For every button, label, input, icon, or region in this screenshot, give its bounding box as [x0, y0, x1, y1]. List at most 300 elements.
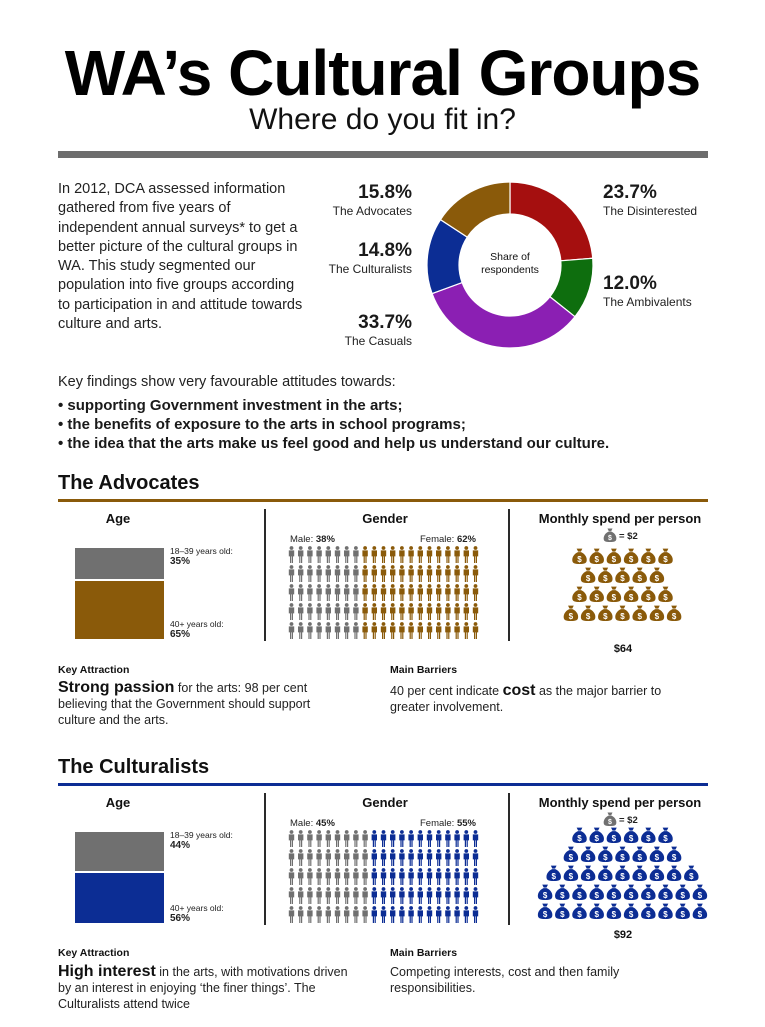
- person-icon: [418, 887, 423, 904]
- person-icon: [427, 603, 432, 620]
- person-icon: [316, 584, 321, 601]
- person-icon: [436, 584, 441, 601]
- person-icon: [445, 584, 450, 601]
- person-icon: [381, 565, 386, 582]
- age-young-value: 44%: [170, 840, 191, 851]
- svg-text:$: $: [654, 852, 660, 862]
- person-icon: [316, 887, 321, 904]
- person-icon: [307, 906, 312, 923]
- person-icon: [408, 849, 413, 866]
- svg-text:$: $: [608, 535, 612, 543]
- donut-center-label-line2: respondents: [481, 264, 539, 276]
- person-icon: [408, 887, 413, 904]
- person-icon: [362, 565, 367, 582]
- money-bag-icon: [581, 847, 595, 862]
- person-icon: [390, 565, 395, 582]
- person-icon: [362, 868, 367, 885]
- age-title: Age: [105, 511, 131, 526]
- person-icon: [399, 584, 404, 601]
- spend-title: Monthly spend per person: [538, 511, 702, 526]
- casuals-share-value: 33.7%: [358, 312, 412, 333]
- finding-item: • the idea that the arts make us feel good and help us understand our culture.: [58, 435, 610, 452]
- female-label: Female:: [420, 818, 455, 829]
- age-young-legend: [170, 546, 233, 568]
- person-icon: [418, 849, 423, 866]
- person-icon: [362, 849, 367, 866]
- svg-text:$: $: [689, 871, 694, 881]
- section-title-culturalists: The Culturalists: [58, 756, 210, 778]
- person-icon: [362, 584, 367, 601]
- svg-text:$: $: [551, 871, 556, 881]
- finding-item: • the benefits of exposure to the arts in school programs;: [58, 416, 466, 433]
- person-icon: [464, 887, 469, 904]
- person-icon: [289, 849, 294, 866]
- svg-text:$: $: [585, 852, 591, 862]
- money-bag-icon: [572, 885, 586, 900]
- person-icon: [298, 546, 303, 563]
- person-icon: [344, 546, 349, 563]
- person-icon: [408, 622, 413, 639]
- person-icon: [289, 830, 294, 847]
- person-icon: [326, 849, 331, 866]
- person-icon: [408, 868, 413, 885]
- barrier-pre: Competing interests, cost and then family responsibilities.: [390, 965, 620, 995]
- person-icon: [408, 565, 413, 582]
- person-icon: [473, 887, 478, 904]
- person-icon: [399, 887, 404, 904]
- svg-text:$: $: [628, 833, 634, 843]
- svg-text:$: $: [628, 909, 634, 919]
- share-donut-chart: [425, 180, 595, 350]
- person-icon: [427, 906, 432, 923]
- person-icon: [344, 603, 349, 620]
- svg-text:$: $: [671, 852, 677, 862]
- person-icon: [454, 887, 459, 904]
- key-attraction-text: [58, 680, 348, 728]
- person-icon: [418, 622, 423, 639]
- svg-text:$: $: [663, 554, 668, 564]
- person-icon: [408, 906, 413, 923]
- person-icon: [427, 584, 432, 601]
- person-icon: [454, 546, 459, 563]
- money-bag-icon: [598, 606, 612, 621]
- person-icon: [399, 906, 404, 923]
- money-bag-icon: [572, 904, 586, 919]
- person-icon: [436, 849, 441, 866]
- money-bag-icon: [615, 866, 629, 881]
- person-icon: [335, 603, 340, 620]
- svg-text:$: $: [611, 909, 617, 919]
- person-icon: [436, 565, 441, 582]
- column-divider: [264, 509, 266, 641]
- svg-text:$: $: [585, 611, 591, 621]
- svg-text:$: $: [611, 592, 617, 602]
- person-icon: [390, 849, 395, 866]
- advocates-share: [292, 182, 412, 218]
- person-icon: [307, 565, 312, 582]
- person-icon: [353, 584, 358, 601]
- money-bag-icon: [546, 866, 560, 881]
- person-icon: [464, 849, 469, 866]
- money-bag-icon: [624, 904, 638, 919]
- person-icon: [445, 849, 450, 866]
- person-icon: [464, 868, 469, 885]
- person-icon: [399, 830, 404, 847]
- svg-text:$: $: [697, 909, 703, 919]
- money-bag-icon: [632, 568, 646, 583]
- person-icon: [289, 887, 294, 904]
- person-icon: [390, 868, 395, 885]
- person-icon: [335, 849, 340, 866]
- spend-pictogram: [540, 548, 705, 643]
- person-icon: [454, 584, 459, 601]
- person-icon: [353, 830, 358, 847]
- age-young-label: 18–39 years old:: [170, 830, 233, 840]
- money-bag-icon: [667, 866, 681, 881]
- section-divider: [58, 783, 708, 786]
- svg-text:$: $: [637, 871, 642, 881]
- ambivalents-share-label: The Ambivalents: [603, 295, 692, 309]
- female-legend: [420, 818, 476, 829]
- money-bag-icon: [693, 885, 707, 900]
- age-bar: [75, 832, 164, 923]
- person-icon: [362, 830, 367, 847]
- person-icon: [399, 868, 404, 885]
- person-icon: [316, 546, 321, 563]
- svg-text:$: $: [680, 909, 685, 919]
- advocates-share-label: The Advocates: [332, 204, 412, 218]
- male-legend: [290, 534, 335, 545]
- money-bag-icon: [658, 587, 672, 602]
- person-icon: [372, 565, 377, 582]
- person-icon: [399, 849, 404, 866]
- money-bag-icon: [572, 587, 586, 602]
- person-icon: [408, 584, 413, 601]
- money-bag-icon: [555, 885, 569, 900]
- money-bag-icon: [538, 904, 552, 919]
- money-bag-icon: [667, 606, 681, 621]
- svg-text:$: $: [697, 890, 703, 900]
- person-icon: [335, 565, 340, 582]
- money-bag-icon: [675, 885, 689, 900]
- money-bag-icon: [604, 529, 617, 543]
- person-icon: [316, 830, 321, 847]
- money-bag-icon: [641, 587, 655, 602]
- svg-text:$: $: [577, 833, 582, 843]
- svg-text:$: $: [568, 611, 574, 621]
- svg-text:$: $: [603, 852, 608, 862]
- person-icon: [390, 887, 395, 904]
- svg-text:$: $: [611, 833, 617, 843]
- person-icon: [326, 830, 331, 847]
- key-attraction-bold: High interest: [58, 963, 156, 980]
- money-bag-icon: [624, 587, 638, 602]
- person-icon: [408, 603, 413, 620]
- person-icon: [436, 546, 441, 563]
- ambivalents-share-value: 12.0%: [603, 273, 657, 294]
- person-icon: [353, 906, 358, 923]
- svg-text:$: $: [603, 871, 608, 881]
- person-icon: [390, 584, 395, 601]
- svg-text:$: $: [628, 592, 634, 602]
- culturalists-share: [292, 240, 412, 276]
- svg-text:$: $: [620, 573, 625, 583]
- svg-text:$: $: [646, 833, 651, 843]
- svg-text:$: $: [603, 611, 608, 621]
- spend-unit: = $2: [619, 531, 638, 542]
- person-icon: [372, 849, 377, 866]
- svg-text:$: $: [577, 890, 582, 900]
- money-bag-icon: [667, 847, 681, 862]
- svg-text:$: $: [654, 573, 660, 583]
- person-icon: [353, 887, 358, 904]
- person-icon: [418, 546, 423, 563]
- person-icon: [427, 887, 432, 904]
- person-icon: [289, 622, 294, 639]
- person-icon: [473, 830, 478, 847]
- money-bag-icon: [581, 866, 595, 881]
- person-icon: [436, 887, 441, 904]
- person-icon: [298, 906, 303, 923]
- money-bag-icon: [564, 847, 578, 862]
- male-legend: [290, 818, 335, 829]
- main-barriers-text: [390, 683, 700, 715]
- female-value: 62%: [456, 534, 476, 545]
- person-icon: [399, 622, 404, 639]
- person-icon: [344, 584, 349, 601]
- age-old-legend: [170, 903, 224, 925]
- money-bag-icon: [598, 847, 612, 862]
- findings-intro: Key findings show very favourable attitudes towards:: [58, 374, 396, 390]
- money-bag-icon: [538, 885, 552, 900]
- person-icon: [372, 546, 377, 563]
- money-bag-icon: [564, 606, 578, 621]
- person-icon: [418, 584, 423, 601]
- male-value: 38%: [315, 534, 335, 545]
- age-old-segment: [75, 873, 164, 923]
- person-icon: [418, 830, 423, 847]
- svg-text:$: $: [542, 909, 548, 919]
- spend-unit: = $2: [619, 815, 638, 826]
- age-young-legend: [170, 830, 233, 852]
- svg-text:$: $: [542, 890, 548, 900]
- person-icon: [445, 830, 450, 847]
- person-icon: [427, 546, 432, 563]
- svg-text:$: $: [594, 909, 599, 919]
- person-icon: [473, 906, 478, 923]
- person-icon: [464, 584, 469, 601]
- key-attraction-body: for the arts: 98 per cent believing that the Government should support culture and the arts.: [58, 681, 311, 727]
- person-icon: [344, 849, 349, 866]
- person-icon: [445, 906, 450, 923]
- money-bag-icon: [604, 813, 617, 827]
- person-icon: [362, 603, 367, 620]
- person-icon: [454, 868, 459, 885]
- key-attraction-title: Key Attraction: [58, 664, 130, 676]
- age-old-value: 56%: [170, 913, 191, 924]
- person-icon: [436, 868, 441, 885]
- person-icon: [390, 546, 395, 563]
- person-icon: [381, 622, 386, 639]
- person-icon: [326, 584, 331, 601]
- male-label: Male:: [290, 534, 314, 545]
- svg-text:$: $: [611, 554, 617, 564]
- person-icon: [307, 584, 312, 601]
- money-bag-icon: [607, 587, 621, 602]
- person-icon: [427, 830, 432, 847]
- person-icon: [418, 906, 423, 923]
- svg-text:$: $: [594, 554, 599, 564]
- person-icon: [473, 584, 478, 601]
- money-bag-icon: [684, 866, 698, 881]
- barrier-bold: cost: [502, 682, 536, 699]
- person-icon: [344, 887, 349, 904]
- main-barriers-text: [390, 964, 690, 996]
- person-icon: [399, 603, 404, 620]
- person-icon: [289, 603, 294, 620]
- person-icon: [418, 603, 423, 620]
- person-icon: [298, 849, 303, 866]
- person-icon: [473, 868, 478, 885]
- money-bag-icon: [603, 812, 617, 827]
- money-bag-icon: [603, 528, 617, 543]
- spend-title: Monthly spend per person: [538, 795, 702, 810]
- person-icon: [445, 546, 450, 563]
- money-bag-icon: [598, 866, 612, 881]
- money-bag-icon: [632, 606, 646, 621]
- column-divider: [508, 793, 510, 925]
- svg-text:$: $: [671, 611, 677, 621]
- title-divider: [58, 151, 708, 158]
- money-bag-icon: [650, 568, 664, 583]
- spend-pictogram: [530, 827, 715, 927]
- money-bag-icon: [607, 549, 621, 564]
- female-label: Female:: [420, 534, 455, 545]
- disinterested-share: [603, 182, 697, 218]
- age-old-value: 65%: [170, 629, 191, 640]
- intro-paragraph: In 2012, DCA assessed information gathered from five years of independent annual surveys* to get a better picture of the cultural groups in WA. This study segmented our population into five groups according to participation in and attitude towards culture and arts.: [58, 181, 303, 333]
- person-icon: [454, 622, 459, 639]
- person-icon: [335, 622, 340, 639]
- age-bar: [75, 548, 164, 639]
- person-icon: [316, 868, 321, 885]
- person-icon: [436, 603, 441, 620]
- main-barriers-title: Main Barriers: [390, 947, 458, 959]
- donut-center-label-line1: Share of: [490, 251, 530, 263]
- person-icon: [464, 906, 469, 923]
- person-icon: [298, 603, 303, 620]
- person-icon: [353, 849, 358, 866]
- barrier-pre: 40 per cent indicate: [390, 684, 503, 698]
- male-value: 45%: [315, 818, 335, 829]
- money-bag-icon: [650, 606, 664, 621]
- person-icon: [335, 868, 340, 885]
- person-icon: [316, 603, 321, 620]
- person-icon: [307, 849, 312, 866]
- svg-text:$: $: [560, 909, 565, 919]
- svg-text:$: $: [620, 871, 625, 881]
- money-bag-icon: [555, 904, 569, 919]
- person-icon: [326, 887, 331, 904]
- money-bag-icon: [658, 885, 672, 900]
- person-icon: [464, 603, 469, 620]
- person-icon: [408, 546, 413, 563]
- page-subtitle: Where do you fit in?: [249, 103, 516, 136]
- person-icon: [307, 622, 312, 639]
- person-icon: [326, 546, 331, 563]
- person-icon: [289, 546, 294, 563]
- person-icon: [390, 906, 395, 923]
- person-icon: [464, 565, 469, 582]
- person-icon: [362, 906, 367, 923]
- money-bag-icon: [607, 904, 621, 919]
- person-icon: [454, 565, 459, 582]
- person-icon: [445, 887, 450, 904]
- money-bag-icon: [658, 904, 672, 919]
- person-icon: [372, 830, 377, 847]
- person-icon: [307, 603, 312, 620]
- money-bag-icon: [632, 866, 646, 881]
- gender-pictogram: [288, 546, 483, 640]
- person-icon: [289, 584, 294, 601]
- svg-text:$: $: [628, 890, 634, 900]
- svg-text:$: $: [637, 852, 642, 862]
- person-icon: [298, 565, 303, 582]
- money-bag-icon: [589, 549, 603, 564]
- svg-text:$: $: [568, 871, 574, 881]
- svg-text:$: $: [620, 611, 625, 621]
- age-old-segment: [75, 581, 164, 639]
- person-icon: [326, 603, 331, 620]
- money-bag-icon: [675, 904, 689, 919]
- svg-text:$: $: [577, 554, 582, 564]
- svg-text:$: $: [646, 554, 651, 564]
- person-icon: [381, 906, 386, 923]
- person-icon: [399, 565, 404, 582]
- person-icon: [464, 830, 469, 847]
- money-bag-icon: [615, 606, 629, 621]
- money-bag-icon: [598, 568, 612, 583]
- person-icon: [298, 868, 303, 885]
- spend-total: $64: [613, 643, 633, 655]
- money-bag-icon: [632, 847, 646, 862]
- money-bag-icon: [564, 866, 578, 881]
- person-icon: [381, 546, 386, 563]
- person-icon: [372, 603, 377, 620]
- money-bag-icon: [658, 549, 672, 564]
- person-icon: [335, 887, 340, 904]
- person-icon: [326, 565, 331, 582]
- person-icon: [353, 546, 358, 563]
- person-icon: [427, 849, 432, 866]
- svg-text:$: $: [654, 871, 660, 881]
- person-icon: [445, 565, 450, 582]
- person-icon: [436, 906, 441, 923]
- svg-text:$: $: [663, 890, 668, 900]
- age-young-segment: [75, 548, 164, 581]
- culturalists-share-label: The Culturalists: [328, 262, 412, 276]
- person-icon: [289, 868, 294, 885]
- money-bag-icon: [589, 885, 603, 900]
- money-bag-icon: [581, 568, 595, 583]
- person-icon: [298, 830, 303, 847]
- column-divider: [508, 509, 510, 641]
- person-icon: [445, 603, 450, 620]
- svg-text:$: $: [577, 909, 582, 919]
- person-icon: [298, 887, 303, 904]
- person-icon: [326, 622, 331, 639]
- svg-text:$: $: [646, 592, 651, 602]
